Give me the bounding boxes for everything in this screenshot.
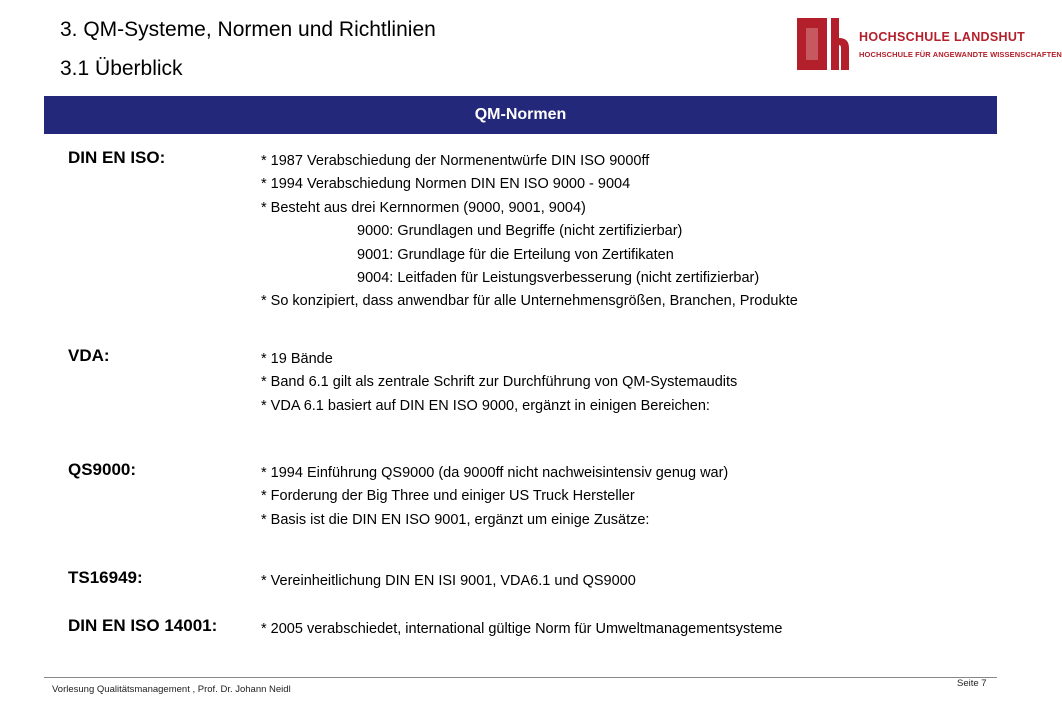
section-line: * Basis ist die DIN EN ISO 9001, ergänzt um einige Zusätze: <box>261 511 650 528</box>
section-line: * 1994 Verabschiedung Normen DIN EN ISO 9000 - 9004 <box>261 176 631 193</box>
university-logo <box>797 16 1062 72</box>
footer-lecture: Vorlesung Qualitätsmanagement , Prof. Dr. Johann Neidl <box>52 684 291 695</box>
section-line: * So konzipiert, dass anwendbar für alle Unternehmensgrößen, Branchen, Produkte <box>261 293 798 310</box>
footer-divider <box>44 677 997 678</box>
section-line: * Band 6.1 gilt als zentrale Schrift zur Durchführung von QM-Systemaudits <box>261 374 738 391</box>
section-line: * 1987 Verabschiedung der Normenentwürfe DIN ISO 9000ff <box>261 153 650 169</box>
hochschule-landshut-logo-icon <box>797 18 849 70</box>
section-label: DIN EN ISO 14001: <box>68 616 218 635</box>
section-line: * Forderung der Big Three und einiger US Truck Hersteller <box>261 488 635 505</box>
section-line: 9001: Grundlage für die Erteilung von Zertifikaten <box>357 246 674 263</box>
section-line: 9004: Leitfaden für Leistungsverbesserung (nicht zertifizierbar) <box>357 270 760 287</box>
logo-subtitle: HOCHSCHULE FÜR ANGEWANDTE WISSENSCHAFTEN <box>859 50 1062 59</box>
section-line: * VDA 6.1 basiert auf DIN EN ISO 9000, ergänzt in einigen Bereichen: <box>261 397 710 414</box>
page-title: 3. QM-Systeme, Normen und Richtlinien <box>60 18 436 41</box>
section-label: QS9000: <box>68 460 137 479</box>
section-band <box>44 96 997 134</box>
section-line: * Vereinheitlichung DIN EN ISI 9001, VDA6.1 und QS9000 <box>261 573 636 589</box>
page-subtitle: 3.1 Überblick <box>60 57 183 80</box>
section-line: * Besteht aus drei Kernnormen (9000, 9001, 9004) <box>261 199 586 216</box>
logo-name: HOCHSCHULE LANDSHUT <box>859 30 1026 44</box>
page-number: Seite 7 <box>957 678 987 689</box>
section-line: 9000: Grundlagen und Begriffe (nicht zertifizierbar) <box>357 223 683 240</box>
section-line: * 19 Bände <box>261 351 333 367</box>
section-label: TS16949: <box>68 568 143 587</box>
band-label: QM-Normen <box>474 106 567 123</box>
section-label: DIN EN ISO: <box>68 148 166 167</box>
section-line: * 2005 verabschiedet, international gültige Norm für Umweltmanagementsysteme <box>261 621 783 637</box>
section-line: * 1994 Einführung QS9000 (da 9000ff nicht nachweisintensiv genug war) <box>261 465 729 481</box>
section-label: VDA: <box>68 346 110 365</box>
